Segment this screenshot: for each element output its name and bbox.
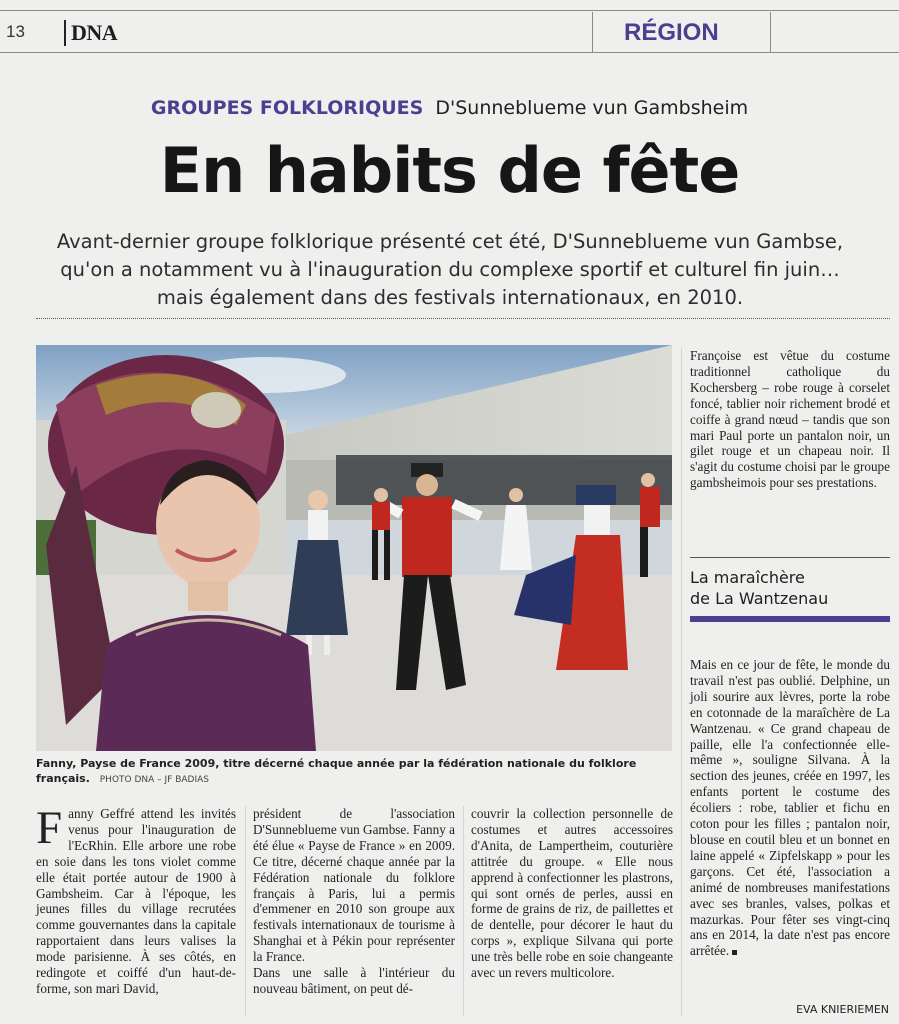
subhead-line: de La Wantzenau <box>690 589 829 608</box>
column-gutter <box>245 806 246 1016</box>
masthead-top-rule <box>0 10 899 11</box>
article-title: En habits de fête <box>159 134 740 207</box>
body-paragraph <box>690 657 890 959</box>
body-paragraph: Françoise est vêtue du costume traditionnel catholique du Kochersberg – robe rouge à corselet foncé, tablier noir richement brodé et coiffe à grand nœud – tandis que son mari Paul porte un pantalon noir, un gilet rouge et un chapeau noir. Il s'agit du costume choisi par le groupe gambsheimois pour ses prestations. <box>690 348 890 491</box>
subhead-line: La maraîchère <box>690 568 805 587</box>
sidebar-column <box>690 657 890 959</box>
masthead <box>0 8 899 54</box>
folk-dancers-photo <box>36 345 672 751</box>
kicker-subject: D'Sunneblueme vun Gambsheim <box>435 97 749 119</box>
body-column-1 <box>36 802 236 997</box>
masthead-divider <box>592 12 593 52</box>
body-paragraph: anny Geffré attend les invités venus pour l'inauguration de l'EcRhin. Elle arbore une robe en soie dans les tons violet comme elle était portée autour de 1900 à Gambsheim. Car à l'époque, les jeunes filles du village recrutées comme gouvernantes dans la capitale rapportaient dans leurs valises la mode parisienne. À ses côtés, en redingote et coiffé d'un haut-de-forme, son mari David, <box>36 806 236 996</box>
masthead-bottom-rule <box>0 52 899 53</box>
end-mark-icon <box>732 950 737 955</box>
masthead-divider <box>770 12 771 52</box>
body-paragraph: Dans une salle à l'intérieur du nouveau bâtiment, on peut dé- <box>253 965 455 996</box>
kicker-category: GROUPES FOLKLORIQUES <box>150 97 424 119</box>
article-kicker <box>0 97 899 119</box>
sidebar-subhead <box>690 567 890 609</box>
newspaper-logo: DNA <box>64 20 117 46</box>
sidebar-top-rule <box>690 557 890 558</box>
lede-line: Avant-dernier groupe folklorique présenté cet été, D'Sunneblueme vun Gambse, <box>56 230 844 253</box>
lede-divider <box>36 318 890 319</box>
body-paragraph: couvrir la collection personnelle de costumes et autres accessoires d'Anita, de Lampertheim, couturière attitrée du groupe. « Elle nous apprend à confectionner les plastrons, qui sont ornés de perles, aussi en forme de grains de riz, de paillettes et de dentelle, pour décorer le haut du corps », explique Silvana qui porte une très belle robe en soie changeante avec un revers multicolore. <box>471 806 673 981</box>
page-number: 13 <box>6 22 25 41</box>
body-column-2 <box>253 806 455 997</box>
column-gutter <box>681 348 682 1016</box>
body-column-3 <box>471 806 673 981</box>
section-label: RÉGION <box>624 19 719 46</box>
sidebar-text: Mais en ce jour de fête, le monde du travail n'est pas oublié. Delphine, un joli sourire aux lèvres, porte la robe en cotonnade de la maraîchère de La Wantzenau. « Ce grand chapeau de paille, elle l'a confectionnée elle-même », souligne Silvana. À la section des jeunes, créée en 1997, les enfants portent le costume des écoliers : robe, tablier et fichu en coton pour les filles ; pantalon noir, blouse en coutil bleu et un bonnet en laine appelé « Zipfelskapp » pour les garçons. Cet été, l'association a animé de nombreuses manifestations avec ses branles, valses, polkas et mazurkas. Pour fêter ses vingt-cinq ans en 2014, la date n'est pas encore arrêtée. <box>690 657 890 959</box>
article-photo <box>36 345 672 751</box>
lede-line: mais également dans des festivals internationaux, en 2010. <box>156 286 744 309</box>
photo-credit: PHOTO DNA – JF BADIAS <box>99 775 209 785</box>
article-byline: EVA KNIERIEMEN <box>796 1003 889 1016</box>
subhead-accent-bar <box>690 616 890 622</box>
column-gutter <box>463 806 464 1016</box>
lede-line: qu'on a notamment vu à l'inauguration du complexe sportif et culturel fin juin… <box>60 258 840 281</box>
drop-cap: F <box>36 802 63 854</box>
body-paragraph: président de l'association D'Sunneblueme vun Gambse. Fanny a été élue « Payse de France » en 2009. Ce titre, décerné chaque année par la Fédération nationale du folklore français à Paris, lui a permis d'emmener en 2010 son groupe aux festivals internationaux de tourisme à Shanghai et à Pékin pour représenter la France. <box>253 806 455 965</box>
caption-text: Fanny, Payse de France 2009, titre décerné chaque année par la fédération nationale du folklore français. <box>36 757 637 785</box>
body-column-4 <box>690 348 890 491</box>
photo-caption <box>36 756 676 788</box>
article-lede <box>40 228 860 312</box>
